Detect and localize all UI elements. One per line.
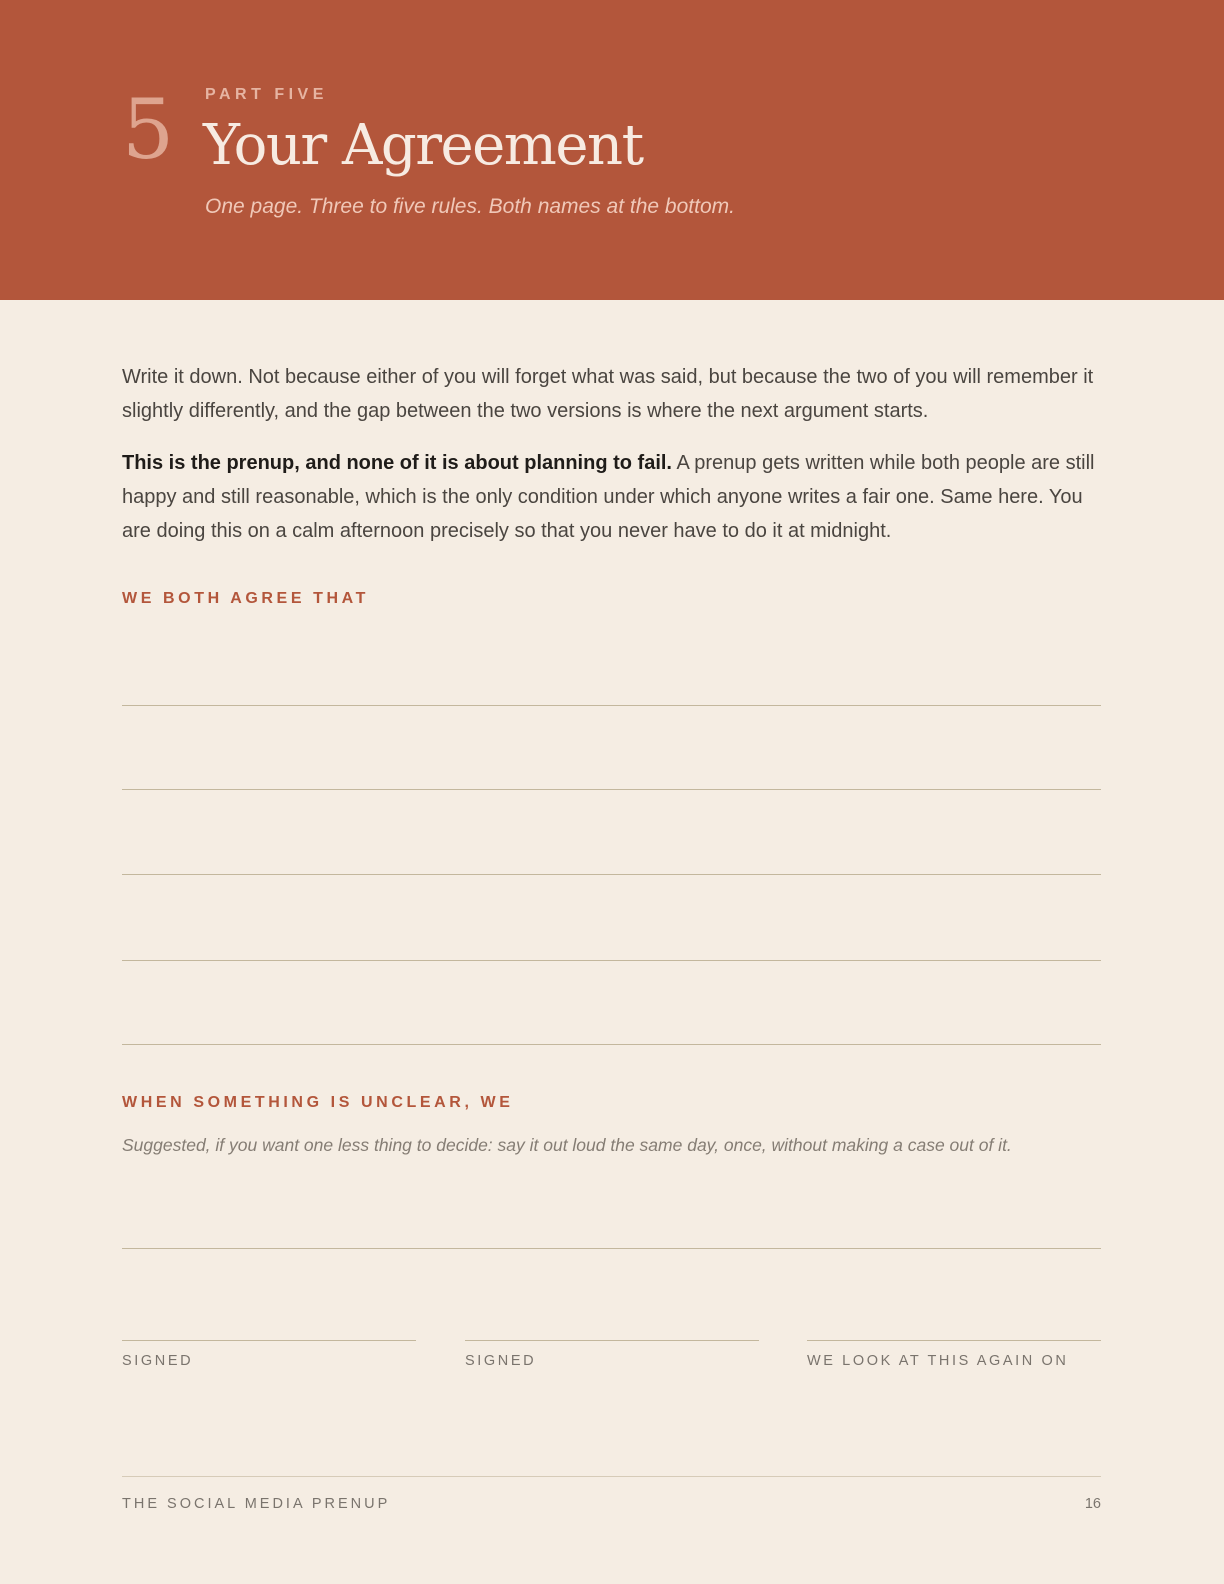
signature-line-2[interactable] bbox=[465, 1340, 759, 1341]
footer-book-title: THE SOCIAL MEDIA PRENUP bbox=[122, 1496, 391, 1512]
unclear-section-label: WHEN SOMETHING IS UNCLEAR, WE bbox=[122, 1094, 514, 1111]
page-number: 16 bbox=[1084, 1496, 1101, 1512]
chapter-header bbox=[0, 0, 1224, 300]
unclear-answer-line[interactable] bbox=[122, 1248, 1101, 1249]
prenup-paragraph bbox=[122, 446, 1102, 548]
signature-block-2 bbox=[465, 1340, 759, 1369]
part-label: PART FIVE bbox=[205, 86, 328, 103]
signature-line-1[interactable] bbox=[122, 1340, 416, 1341]
review-date-label: WE LOOK AT THIS AGAIN ON bbox=[807, 1353, 1069, 1369]
agree-section-label: WE BOTH AGREE THAT bbox=[122, 590, 370, 607]
agreement-line-2[interactable] bbox=[122, 789, 1101, 790]
agreement-line-1[interactable] bbox=[122, 705, 1101, 706]
signature-label-2: SIGNED bbox=[465, 1353, 537, 1369]
review-date-line[interactable] bbox=[807, 1340, 1101, 1341]
signature-label-1: SIGNED bbox=[122, 1353, 194, 1369]
prenup-emphasis: This is the prenup, and none of it is about planning to fail. bbox=[122, 452, 672, 474]
footer-divider bbox=[122, 1476, 1101, 1477]
intro-paragraph: Write it down. Not because either of you will forget what was said, but because the two of you will remember it slightly differently, and the gap between the two versions is where the next argument starts. bbox=[122, 366, 1094, 422]
unclear-suggestion: Suggested, if you want one less thing to decide: say it out loud the same day, once, without making a case out of it. bbox=[122, 1135, 1012, 1155]
prenup-body: A prenup gets written while both people are still happy and still reasonable, which is the only condition under which anyone writes a fair one. Same here. You are doing this on a calm afternoon precisely so that you never have to do it at midnight. bbox=[122, 452, 1095, 542]
page-subtitle: One page. Three to five rules. Both names at the bottom. bbox=[205, 195, 735, 218]
agreement-line-5[interactable] bbox=[122, 1044, 1101, 1045]
intro-text bbox=[122, 360, 1102, 548]
signature-block-1 bbox=[122, 1340, 416, 1369]
agreement-line-4[interactable] bbox=[122, 960, 1101, 961]
part-number: 5 bbox=[122, 83, 175, 178]
agreement-line-3[interactable] bbox=[122, 874, 1101, 875]
page-title: Your Agreement bbox=[203, 113, 643, 178]
review-date-block bbox=[807, 1340, 1101, 1369]
